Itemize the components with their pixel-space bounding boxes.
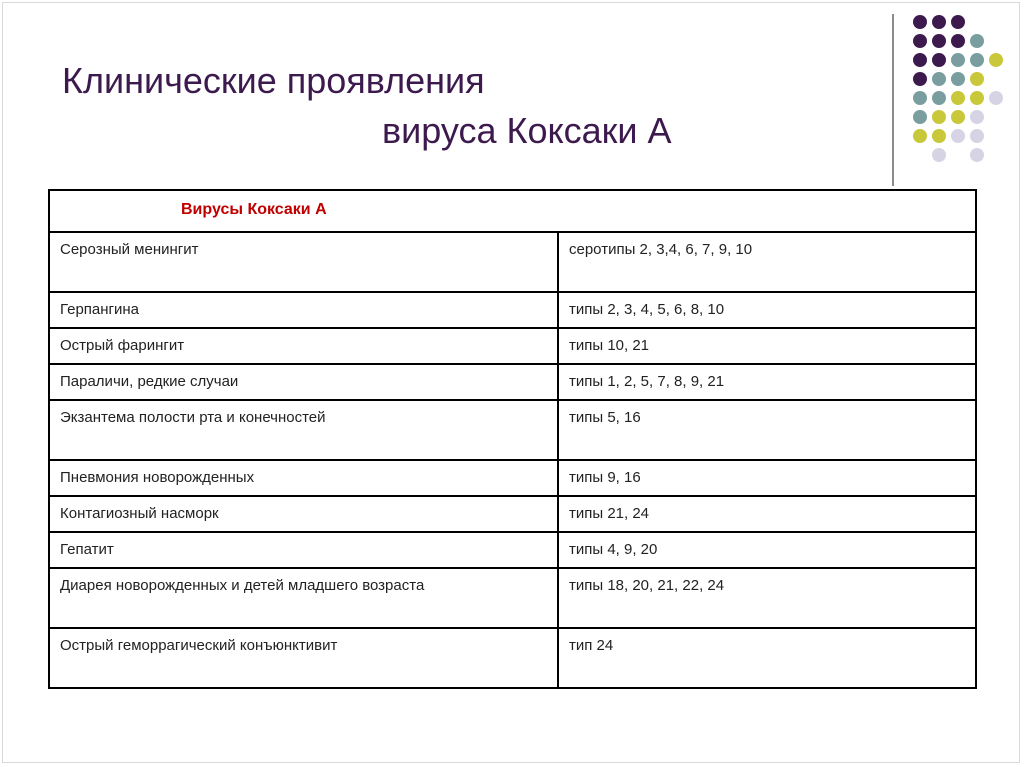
decor-dot [913,110,927,124]
table-row [49,400,976,460]
symptom-cell: Контагиозный насморк [49,496,558,532]
types-cell: типы 1, 2, 5, 7, 8, 9, 21 [558,364,976,400]
table-row [49,460,976,496]
decor-dot [970,110,984,124]
types-cell: типы 9, 16 [558,460,976,496]
decor-dot [913,15,927,29]
decor-dot [913,129,927,143]
decor-dot [932,110,946,124]
table-row [49,568,976,628]
types-cell: типы 2, 3, 4, 5, 6, 8, 10 [558,292,976,328]
decor-dot [913,72,927,86]
symptom-cell: Острый фарингит [49,328,558,364]
types-cell: типы 4, 9, 20 [558,532,976,568]
symptom-cell: Острый геморрагический конъюнктивит [49,628,558,688]
decor-dot [913,34,927,48]
decor-dot [970,91,984,105]
types-cell: серотипы 2, 3,4, 6, 7, 9, 10 [558,232,976,292]
decor-dot [970,34,984,48]
decor-dot [989,91,1003,105]
decor-dot [970,53,984,67]
decor-dot [951,53,965,67]
decor-dot [932,53,946,67]
decor-dot [951,129,965,143]
types-cell: типы 5, 16 [558,400,976,460]
decor-dot [970,129,984,143]
decor-dot [951,110,965,124]
table-row [49,628,976,688]
decor-dot [932,91,946,105]
coxsackie-table [48,189,977,689]
symptom-cell: Герпангина [49,292,558,328]
symptom-cell: Диарея новорожденных и детей младшего возраста [49,568,558,628]
symptom-cell: Экзантема полости рта и конечностей [49,400,558,460]
decor-dot [989,53,1003,67]
decor-dot [951,34,965,48]
table-row [49,532,976,568]
decor-dot [970,148,984,162]
table-header-row [49,190,976,232]
types-cell: тип 24 [558,628,976,688]
types-cell: типы 10, 21 [558,328,976,364]
decor-dot [932,15,946,29]
symptom-cell: Гепатит [49,532,558,568]
slide-title-line-1: Клинические проявления [62,60,485,101]
table-row [49,496,976,532]
decor-dot [951,15,965,29]
table-row [49,364,976,400]
table-header: Вирусы Коксаки А [49,190,976,232]
table-row [49,292,976,328]
symptom-cell: Параличи, редкие случаи [49,364,558,400]
slide-title-line-2: вируса Коксаки А [382,110,672,151]
decor-dot [932,148,946,162]
table-row [49,232,976,292]
decor-dot [932,72,946,86]
symptom-cell: Серозный менингит [49,232,558,292]
decor-dot [913,53,927,67]
decor-dot [913,91,927,105]
decor-dot [951,91,965,105]
symptom-cell: Пневмония новорожденных [49,460,558,496]
types-cell: типы 18, 20, 21, 22, 24 [558,568,976,628]
table-row [49,328,976,364]
decor-dot [951,72,965,86]
types-cell: типы 21, 24 [558,496,976,532]
decor-dot [932,34,946,48]
decor-dot [932,129,946,143]
decor-vertical-line [892,14,894,186]
decor-dot [970,72,984,86]
